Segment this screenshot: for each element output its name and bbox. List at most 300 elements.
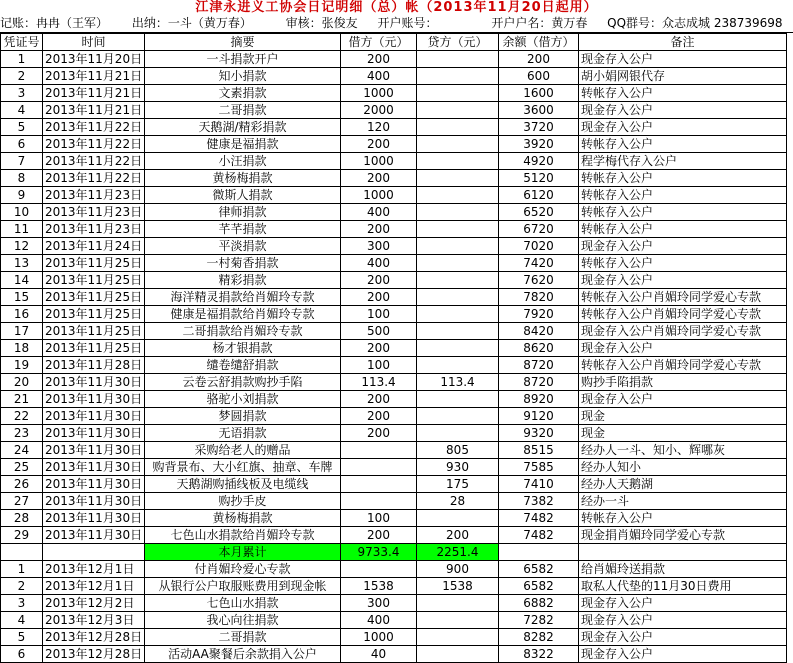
cell-balance: 200 <box>499 51 579 68</box>
cell-note: 现金存入公户 <box>579 272 787 289</box>
cell-note: 取私人代垫的11月30日费用 <box>579 578 787 595</box>
cell-voucher-no: 6 <box>1 136 43 153</box>
cell-summary: 二哥捐款 <box>145 629 341 646</box>
qq-group-label: QQ群号：众志成城 238739698 <box>607 16 783 30</box>
cell-voucher-no: 24 <box>1 442 43 459</box>
ledger-body-december <box>1 561 787 663</box>
cell-summary: 从银行公户取服账费用到现金帐 <box>145 578 341 595</box>
subtotal-row <box>1 544 787 561</box>
subtotal-label: 本月累计 <box>145 544 341 561</box>
cell-credit: 113.4 <box>417 374 499 391</box>
cell-debit: 200 <box>341 170 417 187</box>
table-row <box>1 408 787 425</box>
cell-debit: 1000 <box>341 85 417 102</box>
cell-summary: 购抄手皮 <box>145 493 341 510</box>
cell-debit <box>341 459 417 476</box>
table-row <box>1 323 787 340</box>
cell-voucher-no: 12 <box>1 238 43 255</box>
cell-voucher-no: 19 <box>1 357 43 374</box>
cell-summary: 小汪捐款 <box>145 153 341 170</box>
cell-summary: 健康是福捐款给肖媚玲专款 <box>145 306 341 323</box>
col-debit: 借方（元） <box>341 34 417 51</box>
cell-note: 现金 <box>579 425 787 442</box>
cell-balance: 8515 <box>499 442 579 459</box>
cell-summary: 购背景布、大小红旗、抽章、车牌 <box>145 459 341 476</box>
cell-debit: 100 <box>341 306 417 323</box>
cell-note: 现金存入公户肖媚玲同学爱心专款 <box>579 323 787 340</box>
cell-balance: 600 <box>499 68 579 85</box>
table-row <box>1 136 787 153</box>
cell-date: 2013年11月23日 <box>43 187 145 204</box>
cell-debit: 1538 <box>341 578 417 595</box>
cell-summary: 无语捐款 <box>145 425 341 442</box>
cell-balance: 4920 <box>499 153 579 170</box>
cell-date: 2013年11月25日 <box>43 289 145 306</box>
cell-balance: 8420 <box>499 323 579 340</box>
table-row <box>1 391 787 408</box>
cell-summary: 骆驼小刘捐款 <box>145 391 341 408</box>
cell-credit <box>417 204 499 221</box>
cell-balance: 1600 <box>499 85 579 102</box>
subtotal-cell <box>579 544 787 561</box>
cell-note: 现金存入公户 <box>579 51 787 68</box>
cell-debit: 120 <box>341 119 417 136</box>
table-row <box>1 102 787 119</box>
cell-note: 转帐存入公户 <box>579 85 787 102</box>
cell-balance: 6520 <box>499 204 579 221</box>
cell-note: 经办人天鹅湖 <box>579 476 787 493</box>
cell-date: 2013年11月30日 <box>43 510 145 527</box>
cell-balance: 7282 <box>499 612 579 629</box>
cell-date: 2013年11月30日 <box>43 527 145 544</box>
cell-date: 2013年11月30日 <box>43 476 145 493</box>
cell-summary: 知小捐款 <box>145 68 341 85</box>
cell-voucher-no: 17 <box>1 323 43 340</box>
col-voucher-no: 凭证号 <box>1 34 43 51</box>
cell-date: 2013年12月28日 <box>43 629 145 646</box>
table-row <box>1 425 787 442</box>
cell-note: 现金存入公户 <box>579 119 787 136</box>
cell-summary: 律师捐款 <box>145 204 341 221</box>
cell-voucher-no: 23 <box>1 425 43 442</box>
account-name-label: 开户户名：黄万春 <box>491 16 588 30</box>
cell-note: 转帐存入公户 <box>579 255 787 272</box>
cell-summary: 一斗捐款开户 <box>145 51 341 68</box>
cell-date: 2013年11月30日 <box>43 459 145 476</box>
cell-credit <box>417 221 499 238</box>
cell-voucher-no: 18 <box>1 340 43 357</box>
cell-voucher-no: 20 <box>1 374 43 391</box>
cell-date: 2013年11月25日 <box>43 323 145 340</box>
cell-debit: 300 <box>341 595 417 612</box>
cell-credit <box>417 595 499 612</box>
ledger-subtotal <box>1 544 787 561</box>
cell-summary: 二哥捐款给肖媚玲专款 <box>145 323 341 340</box>
cell-note: 转帐存入公户 <box>579 221 787 238</box>
cell-debit: 200 <box>341 527 417 544</box>
cell-note: 现金存入公户 <box>579 340 787 357</box>
cell-voucher-no: 26 <box>1 476 43 493</box>
cell-balance: 6720 <box>499 221 579 238</box>
cell-note: 给肖媚玲送捐款 <box>579 561 787 578</box>
cell-date: 2013年11月30日 <box>43 408 145 425</box>
cell-balance: 3920 <box>499 136 579 153</box>
cell-summary: 付肖媚玲爱心专款 <box>145 561 341 578</box>
cell-voucher-no: 4 <box>1 102 43 119</box>
cell-credit <box>417 340 499 357</box>
col-date: 时间 <box>43 34 145 51</box>
cell-voucher-no: 11 <box>1 221 43 238</box>
table-row <box>1 170 787 187</box>
cell-summary: 微斯人捐款 <box>145 187 341 204</box>
cell-note: 转帐存入公户肖媚玲同学爱心专款 <box>579 306 787 323</box>
cell-voucher-no: 9 <box>1 187 43 204</box>
cell-date: 2013年11月30日 <box>43 493 145 510</box>
cell-voucher-no: 3 <box>1 595 43 612</box>
cell-credit <box>417 357 499 374</box>
table-row <box>1 442 787 459</box>
cell-balance: 9120 <box>499 408 579 425</box>
subtotal-cell <box>499 544 579 561</box>
table-row <box>1 51 787 68</box>
cell-note: 经办人一斗、知小、辉哪灰 <box>579 442 787 459</box>
cell-date: 2013年12月1日 <box>43 578 145 595</box>
cell-credit: 200 <box>417 527 499 544</box>
table-row <box>1 68 787 85</box>
ledger-title: 江津永进义工协会日记明细（总）帐（2013年11月20日起用） <box>195 0 598 15</box>
cell-balance: 7420 <box>499 255 579 272</box>
cell-voucher-no: 21 <box>1 391 43 408</box>
cell-voucher-no: 25 <box>1 459 43 476</box>
table-row <box>1 221 787 238</box>
subtotal-cell <box>1 544 43 561</box>
cell-date: 2013年11月22日 <box>43 136 145 153</box>
subtotal-debit: 9733.4 <box>341 544 417 561</box>
cell-credit: 1538 <box>417 578 499 595</box>
cell-debit <box>341 561 417 578</box>
cell-credit <box>417 68 499 85</box>
cell-voucher-no: 7 <box>1 153 43 170</box>
cell-summary: 采购给老人的赠品 <box>145 442 341 459</box>
cell-debit <box>341 493 417 510</box>
cell-credit: 805 <box>417 442 499 459</box>
cell-debit: 200 <box>341 289 417 306</box>
cell-summary: 七色山水捐款给肖媚玲专款 <box>145 527 341 544</box>
cell-balance: 6582 <box>499 561 579 578</box>
cell-credit <box>417 255 499 272</box>
table-row <box>1 238 787 255</box>
cell-debit: 300 <box>341 238 417 255</box>
cell-note: 转帐存入公户 <box>579 136 787 153</box>
cell-balance: 7585 <box>499 459 579 476</box>
table-row <box>1 85 787 102</box>
cell-debit: 100 <box>341 510 417 527</box>
cell-credit <box>417 136 499 153</box>
header-row <box>1 34 787 51</box>
cell-debit: 200 <box>341 51 417 68</box>
cell-balance: 8282 <box>499 629 579 646</box>
col-balance: 余额（借方） <box>499 34 579 51</box>
ledger-body-november <box>1 51 787 544</box>
table-row <box>1 187 787 204</box>
cell-balance: 7920 <box>499 306 579 323</box>
ledger-table <box>0 33 787 663</box>
cell-voucher-no: 27 <box>1 493 43 510</box>
cell-summary: 黄杨梅捐款 <box>145 170 341 187</box>
cell-credit: 175 <box>417 476 499 493</box>
table-row <box>1 510 787 527</box>
table-row <box>1 578 787 595</box>
cell-debit <box>341 476 417 493</box>
cell-debit: 100 <box>341 357 417 374</box>
cell-balance: 6582 <box>499 578 579 595</box>
col-note: 备注 <box>579 34 787 51</box>
cell-date: 2013年11月30日 <box>43 391 145 408</box>
cell-credit <box>417 306 499 323</box>
cell-note: 现金存入公户 <box>579 646 787 663</box>
cell-note: 现金存入公户 <box>579 238 787 255</box>
table-row <box>1 561 787 578</box>
table-row <box>1 476 787 493</box>
cell-summary: 杨才银捐款 <box>145 340 341 357</box>
cell-debit: 1000 <box>341 629 417 646</box>
cell-voucher-no: 2 <box>1 578 43 595</box>
cell-date: 2013年11月28日 <box>43 357 145 374</box>
cell-note: 转帐存入公户肖媚玲同学爱心专款 <box>579 357 787 374</box>
table-row <box>1 153 787 170</box>
cell-date: 2013年11月30日 <box>43 442 145 459</box>
cell-voucher-no: 6 <box>1 646 43 663</box>
cell-summary: 海洋精灵捐款给肖媚玲专款 <box>145 289 341 306</box>
cell-credit: 930 <box>417 459 499 476</box>
subtotal-credit: 2251.4 <box>417 544 499 561</box>
cell-note: 购抄手陷捐款 <box>579 374 787 391</box>
cell-credit <box>417 612 499 629</box>
cell-date: 2013年12月3日 <box>43 612 145 629</box>
cell-debit: 400 <box>341 255 417 272</box>
cell-date: 2013年11月21日 <box>43 85 145 102</box>
cell-balance: 7620 <box>499 272 579 289</box>
cell-credit <box>417 187 499 204</box>
table-row <box>1 204 787 221</box>
cell-voucher-no: 2 <box>1 68 43 85</box>
cell-summary: 平淡捐款 <box>145 238 341 255</box>
cell-note: 转帐存入公户 <box>579 204 787 221</box>
cell-debit: 200 <box>341 221 417 238</box>
cell-summary: 天鹅湖购插线板及电缆线 <box>145 476 341 493</box>
cell-date: 2013年11月25日 <box>43 306 145 323</box>
subtotal-cell <box>43 544 145 561</box>
cell-voucher-no: 13 <box>1 255 43 272</box>
cell-credit <box>417 408 499 425</box>
cell-credit <box>417 425 499 442</box>
table-row <box>1 119 787 136</box>
cell-debit: 200 <box>341 136 417 153</box>
cashier-label: 出纳：一斗（黄万春） <box>131 16 252 30</box>
cell-date: 2013年11月23日 <box>43 221 145 238</box>
cell-note: 现金 <box>579 408 787 425</box>
cell-summary: 健康是福捐款 <box>145 136 341 153</box>
cell-voucher-no: 28 <box>1 510 43 527</box>
cell-voucher-no: 4 <box>1 612 43 629</box>
cell-note: 胡小娟网银代存 <box>579 68 787 85</box>
cell-credit <box>417 391 499 408</box>
cell-debit: 113.4 <box>341 374 417 391</box>
cell-summary: 七色山水捐款 <box>145 595 341 612</box>
cell-date: 2013年11月25日 <box>43 255 145 272</box>
cell-credit <box>417 51 499 68</box>
cell-balance: 6120 <box>499 187 579 204</box>
cell-balance: 8620 <box>499 340 579 357</box>
cell-voucher-no: 16 <box>1 306 43 323</box>
cell-debit: 2000 <box>341 102 417 119</box>
cell-debit: 400 <box>341 612 417 629</box>
cell-summary: 云卷云舒捐款购抄手陷 <box>145 374 341 391</box>
table-row <box>1 612 787 629</box>
cell-credit <box>417 102 499 119</box>
cell-balance: 7382 <box>499 493 579 510</box>
cell-balance: 5120 <box>499 170 579 187</box>
table-row <box>1 289 787 306</box>
cell-summary: 活动AA聚餐后余款捐入公户 <box>145 646 341 663</box>
cell-date: 2013年12月1日 <box>43 561 145 578</box>
account-number-label: 开户账号： <box>377 16 438 30</box>
table-row <box>1 306 787 323</box>
cell-date: 2013年11月25日 <box>43 272 145 289</box>
cell-credit <box>417 85 499 102</box>
cell-balance: 9320 <box>499 425 579 442</box>
cell-debit: 200 <box>341 272 417 289</box>
cell-note: 现金存入公户 <box>579 595 787 612</box>
cell-summary: 梦圆捐款 <box>145 408 341 425</box>
cell-credit: 28 <box>417 493 499 510</box>
cell-balance: 7820 <box>499 289 579 306</box>
cell-voucher-no: 3 <box>1 85 43 102</box>
cell-date: 2013年11月23日 <box>43 204 145 221</box>
cell-note: 现金存入公户 <box>579 102 787 119</box>
cell-voucher-no: 29 <box>1 527 43 544</box>
cell-summary: 精彩捐款 <box>145 272 341 289</box>
table-row <box>1 272 787 289</box>
cell-note: 转帐存入公户 <box>579 170 787 187</box>
cell-voucher-no: 5 <box>1 119 43 136</box>
col-summary: 摘要 <box>145 34 341 51</box>
table-row <box>1 374 787 391</box>
cell-summary: 缱卷缱舒捐款 <box>145 357 341 374</box>
cell-note: 现金存入公户 <box>579 612 787 629</box>
cell-note: 现金存入公户 <box>579 391 787 408</box>
cell-debit: 1000 <box>341 187 417 204</box>
cell-date: 2013年12月2日 <box>43 595 145 612</box>
cell-note: 程学梅代存入公户 <box>579 153 787 170</box>
cell-credit <box>417 153 499 170</box>
cell-summary: 二哥捐款 <box>145 102 341 119</box>
cell-summary: 黄杨梅捐款 <box>145 510 341 527</box>
cell-note: 经办人知小 <box>579 459 787 476</box>
cell-credit <box>417 629 499 646</box>
cell-date: 2013年11月21日 <box>43 102 145 119</box>
cell-debit: 500 <box>341 323 417 340</box>
cell-voucher-no: 1 <box>1 561 43 578</box>
cell-summary: 天鹅湖/精彩捐款 <box>145 119 341 136</box>
cell-credit <box>417 170 499 187</box>
cell-summary: 文素捐款 <box>145 85 341 102</box>
table-row <box>1 527 787 544</box>
cell-balance: 3720 <box>499 119 579 136</box>
cell-date: 2013年12月28日 <box>43 646 145 663</box>
table-row <box>1 357 787 374</box>
cell-note: 转帐存入公户 <box>579 187 787 204</box>
cell-date: 2013年11月30日 <box>43 374 145 391</box>
cell-credit <box>417 510 499 527</box>
cell-balance: 6882 <box>499 595 579 612</box>
cell-balance: 7482 <box>499 510 579 527</box>
cell-credit <box>417 119 499 136</box>
table-row <box>1 595 787 612</box>
cell-voucher-no: 1 <box>1 51 43 68</box>
cell-balance: 7020 <box>499 238 579 255</box>
cell-credit <box>417 238 499 255</box>
cell-date: 2013年11月22日 <box>43 119 145 136</box>
cell-date: 2013年11月22日 <box>43 170 145 187</box>
cell-note: 现金存入公户 <box>579 629 787 646</box>
ledger-info-bar <box>0 15 793 33</box>
cell-date: 2013年11月22日 <box>43 153 145 170</box>
cell-balance: 3600 <box>499 102 579 119</box>
cell-balance: 8720 <box>499 357 579 374</box>
cell-debit: 200 <box>341 340 417 357</box>
table-row <box>1 340 787 357</box>
cell-voucher-no: 8 <box>1 170 43 187</box>
col-credit: 贷方（元） <box>417 34 499 51</box>
cell-credit <box>417 323 499 340</box>
table-row <box>1 255 787 272</box>
cell-debit: 200 <box>341 425 417 442</box>
cell-debit: 200 <box>341 391 417 408</box>
bookkeeper-label: 记账：冉冉（王军） <box>0 16 109 30</box>
cell-credit <box>417 272 499 289</box>
cell-voucher-no: 22 <box>1 408 43 425</box>
cell-credit: 900 <box>417 561 499 578</box>
cell-summary: 我心向往捐款 <box>145 612 341 629</box>
cell-debit <box>341 442 417 459</box>
cell-balance: 8322 <box>499 646 579 663</box>
cell-debit: 400 <box>341 204 417 221</box>
cell-note: 经办一斗 <box>579 493 787 510</box>
cell-voucher-no: 14 <box>1 272 43 289</box>
cell-note: 现金捐肖媚玲同学爱心专款 <box>579 527 787 544</box>
cell-credit <box>417 646 499 663</box>
table-row <box>1 646 787 663</box>
cell-note: 转帐存入公户 <box>579 510 787 527</box>
cell-debit: 1000 <box>341 153 417 170</box>
cell-debit: 400 <box>341 68 417 85</box>
auditor-label: 审核：张俊友 <box>285 16 358 30</box>
table-row <box>1 493 787 510</box>
cell-date: 2013年11月20日 <box>43 51 145 68</box>
cell-balance: 8920 <box>499 391 579 408</box>
cell-balance: 7410 <box>499 476 579 493</box>
cell-debit: 200 <box>341 408 417 425</box>
cell-date: 2013年11月30日 <box>43 425 145 442</box>
cell-summary: 一村菊香捐款 <box>145 255 341 272</box>
cell-summary: 芊芊捐款 <box>145 221 341 238</box>
table-row <box>1 629 787 646</box>
cell-credit <box>417 289 499 306</box>
cell-voucher-no: 15 <box>1 289 43 306</box>
cell-balance: 8720 <box>499 374 579 391</box>
cell-date: 2013年11月24日 <box>43 238 145 255</box>
